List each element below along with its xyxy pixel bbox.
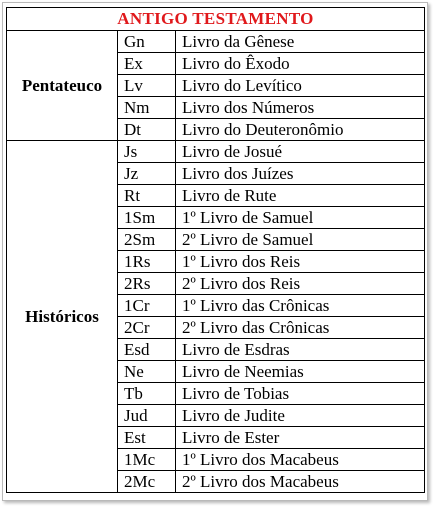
book-abbreviation: 1Cr xyxy=(118,295,176,317)
book-name: Livro de Judite xyxy=(176,405,425,427)
book-name: Livro dos Números xyxy=(176,97,425,119)
document-frame xyxy=(2,2,428,501)
book-name: Livro do Êxodo xyxy=(176,53,425,75)
table-row xyxy=(7,31,425,53)
book-name: Livro de Rute xyxy=(176,185,425,207)
book-name: 1º Livro das Crônicas xyxy=(176,295,425,317)
table-body xyxy=(7,8,425,493)
book-abbreviation: Tb xyxy=(118,383,176,405)
book-name: Livro de Esdras xyxy=(176,339,425,361)
table-row xyxy=(7,141,425,163)
book-abbreviation: Ne xyxy=(118,361,176,383)
book-abbreviation: Ex xyxy=(118,53,176,75)
group-label: Pentateuco xyxy=(7,31,118,141)
book-abbreviation: 1Sm xyxy=(118,207,176,229)
table-title: ANTIGO TESTAMENTO xyxy=(7,8,425,31)
book-abbreviation: 1Rs xyxy=(118,251,176,273)
book-abbreviation: 2Sm xyxy=(118,229,176,251)
book-abbreviation: Esd xyxy=(118,339,176,361)
book-abbreviation: Gn xyxy=(118,31,176,53)
title-row xyxy=(7,8,425,31)
book-name: Livro de Josué xyxy=(176,141,425,163)
book-abbreviation: Est xyxy=(118,427,176,449)
old-testament-table xyxy=(6,7,425,493)
book-abbreviation: 1Mc xyxy=(118,449,176,471)
book-name: Livro de Tobias xyxy=(176,383,425,405)
book-abbreviation: Lv xyxy=(118,75,176,97)
book-abbreviation: Rt xyxy=(118,185,176,207)
book-name: 1º Livro de Samuel xyxy=(176,207,425,229)
book-abbreviation: Dt xyxy=(118,119,176,141)
book-name: Livro da Gênese xyxy=(176,31,425,53)
book-name: Livro do Deuteronômio xyxy=(176,119,425,141)
book-name: 1º Livro dos Reis xyxy=(176,251,425,273)
book-abbreviation: 2Cr xyxy=(118,317,176,339)
book-abbreviation: Jz xyxy=(118,163,176,185)
book-abbreviation: 2Mc xyxy=(118,471,176,493)
book-name: Livro do Levítico xyxy=(176,75,425,97)
book-name: 2º Livro de Samuel xyxy=(176,229,425,251)
book-abbreviation: 2Rs xyxy=(118,273,176,295)
group-label: Históricos xyxy=(7,141,118,493)
book-name: 2º Livro dos Macabeus xyxy=(176,471,425,493)
book-abbreviation: Js xyxy=(118,141,176,163)
book-name: Livro dos Juízes xyxy=(176,163,425,185)
book-name: Livro de Neemias xyxy=(176,361,425,383)
book-name: Livro de Ester xyxy=(176,427,425,449)
book-name: 2º Livro dos Reis xyxy=(176,273,425,295)
book-abbreviation: Jud xyxy=(118,405,176,427)
book-abbreviation: Nm xyxy=(118,97,176,119)
book-name: 1º Livro dos Macabeus xyxy=(176,449,425,471)
book-name: 2º Livro das Crônicas xyxy=(176,317,425,339)
